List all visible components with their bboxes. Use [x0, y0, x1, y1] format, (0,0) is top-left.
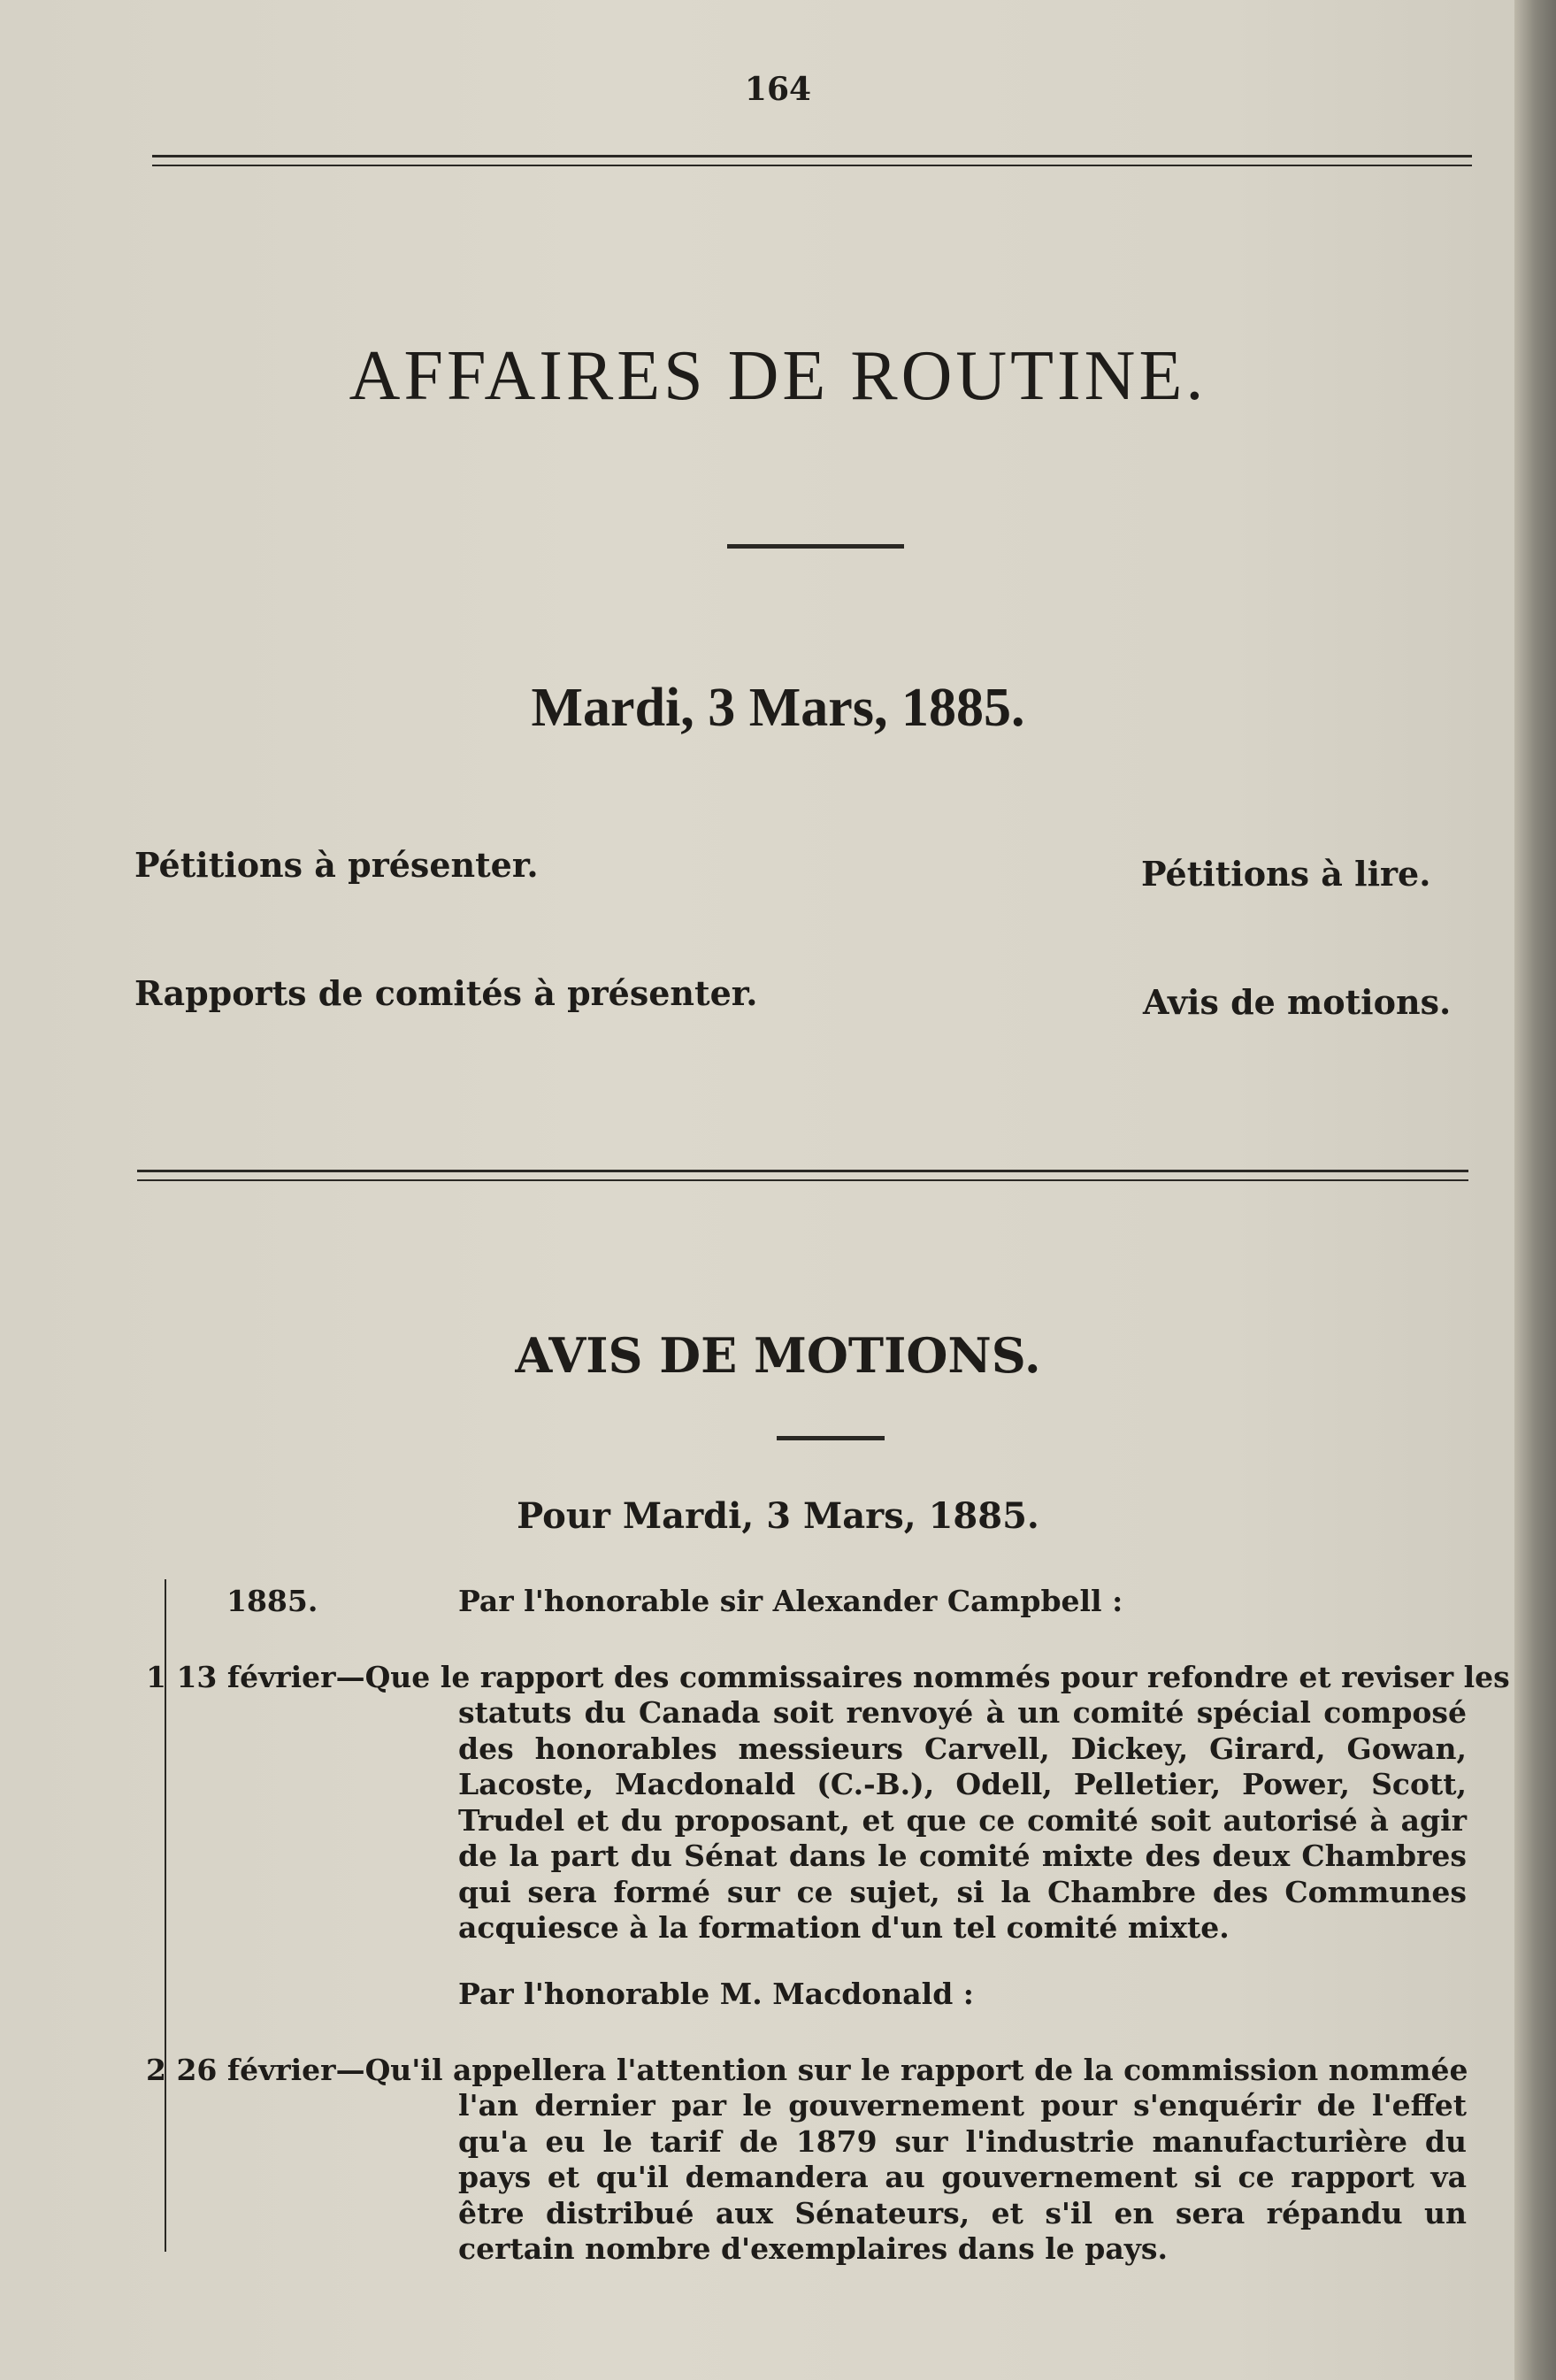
motion-number: 1 — [146, 1660, 166, 1694]
routine-item-petitions-read: Pétitions à lire. — [1141, 854, 1431, 894]
motions-year: 1885. — [226, 1584, 318, 1618]
motion-entry-1-first-line — [146, 1660, 1510, 1695]
top-double-rule — [152, 155, 1472, 166]
motion-text-start: —Qu'il appellera l'attention sur le rapport de la commission nommée — [335, 2053, 1468, 2087]
session-date: Mardi, 3 Mars, 1885. — [531, 678, 1025, 738]
mover-campbell: Par l'honorable sir Alexander Campbell : — [458, 1584, 1123, 1618]
routine-item-petitions-present: Pétitions à présenter. — [134, 845, 539, 885]
routine-item-committee-reports: Rapports de comités à présenter. — [134, 973, 758, 1013]
motion-entry-2-first-line — [146, 2053, 1468, 2088]
section-double-rule — [137, 1170, 1468, 1181]
motions-subheading: Pour Mardi, 3 Mars, 1885. — [517, 1495, 1039, 1537]
title-rule — [727, 544, 904, 549]
routine-item-motions-notice: Avis de motions. — [1143, 982, 1452, 1022]
motions-heading: AVIS DE MOTIONS. — [515, 1327, 1041, 1384]
motion-date: 26 février — [176, 2053, 336, 2087]
page-title: AFFAIRES DE ROUTINE. — [349, 337, 1207, 415]
motion-date: 13 février — [176, 1660, 336, 1694]
motion-entry-2-text: l'an dernier par le gouvernement pour s'enquérir de l'effet qu'a eu le tarif de 1879 sur l'industrie manufacturière du pays et qu'il demandera au gouvernement si ce rapport va être distribué aux Sénateurs, et s'il en sera répandu un certain nombre d'exemplaires dans le pays. — [458, 2088, 1467, 2266]
motion-number: 2 — [146, 2053, 166, 2087]
page-number: 164 — [744, 71, 812, 108]
motions-heading-rule — [777, 1436, 885, 1440]
motion-text-start: —Que le rapport des commissaires nommés pour refondre et reviser les — [335, 1660, 1510, 1694]
mover-macdonald: Par l'honorable M. Macdonald : — [458, 1977, 974, 2011]
motion-entry-1-text: statuts du Canada soit renvoyé à un comité spécial composé des honorables messieurs Carvell, Dickey, Girard, Gowan, Lacoste, Macdonald (C.-B.), Odell, Pelletier, Power, Scott, Trudel et du proposant, et que ce comité soit autorisé à agir de la part du Sénat dans le comité mixte des deux Chambres qui sera formé sur ce sujet, si la Chambre des Communes acquiesce à la formation d'un tel comité mixte. — [458, 1695, 1467, 1945]
